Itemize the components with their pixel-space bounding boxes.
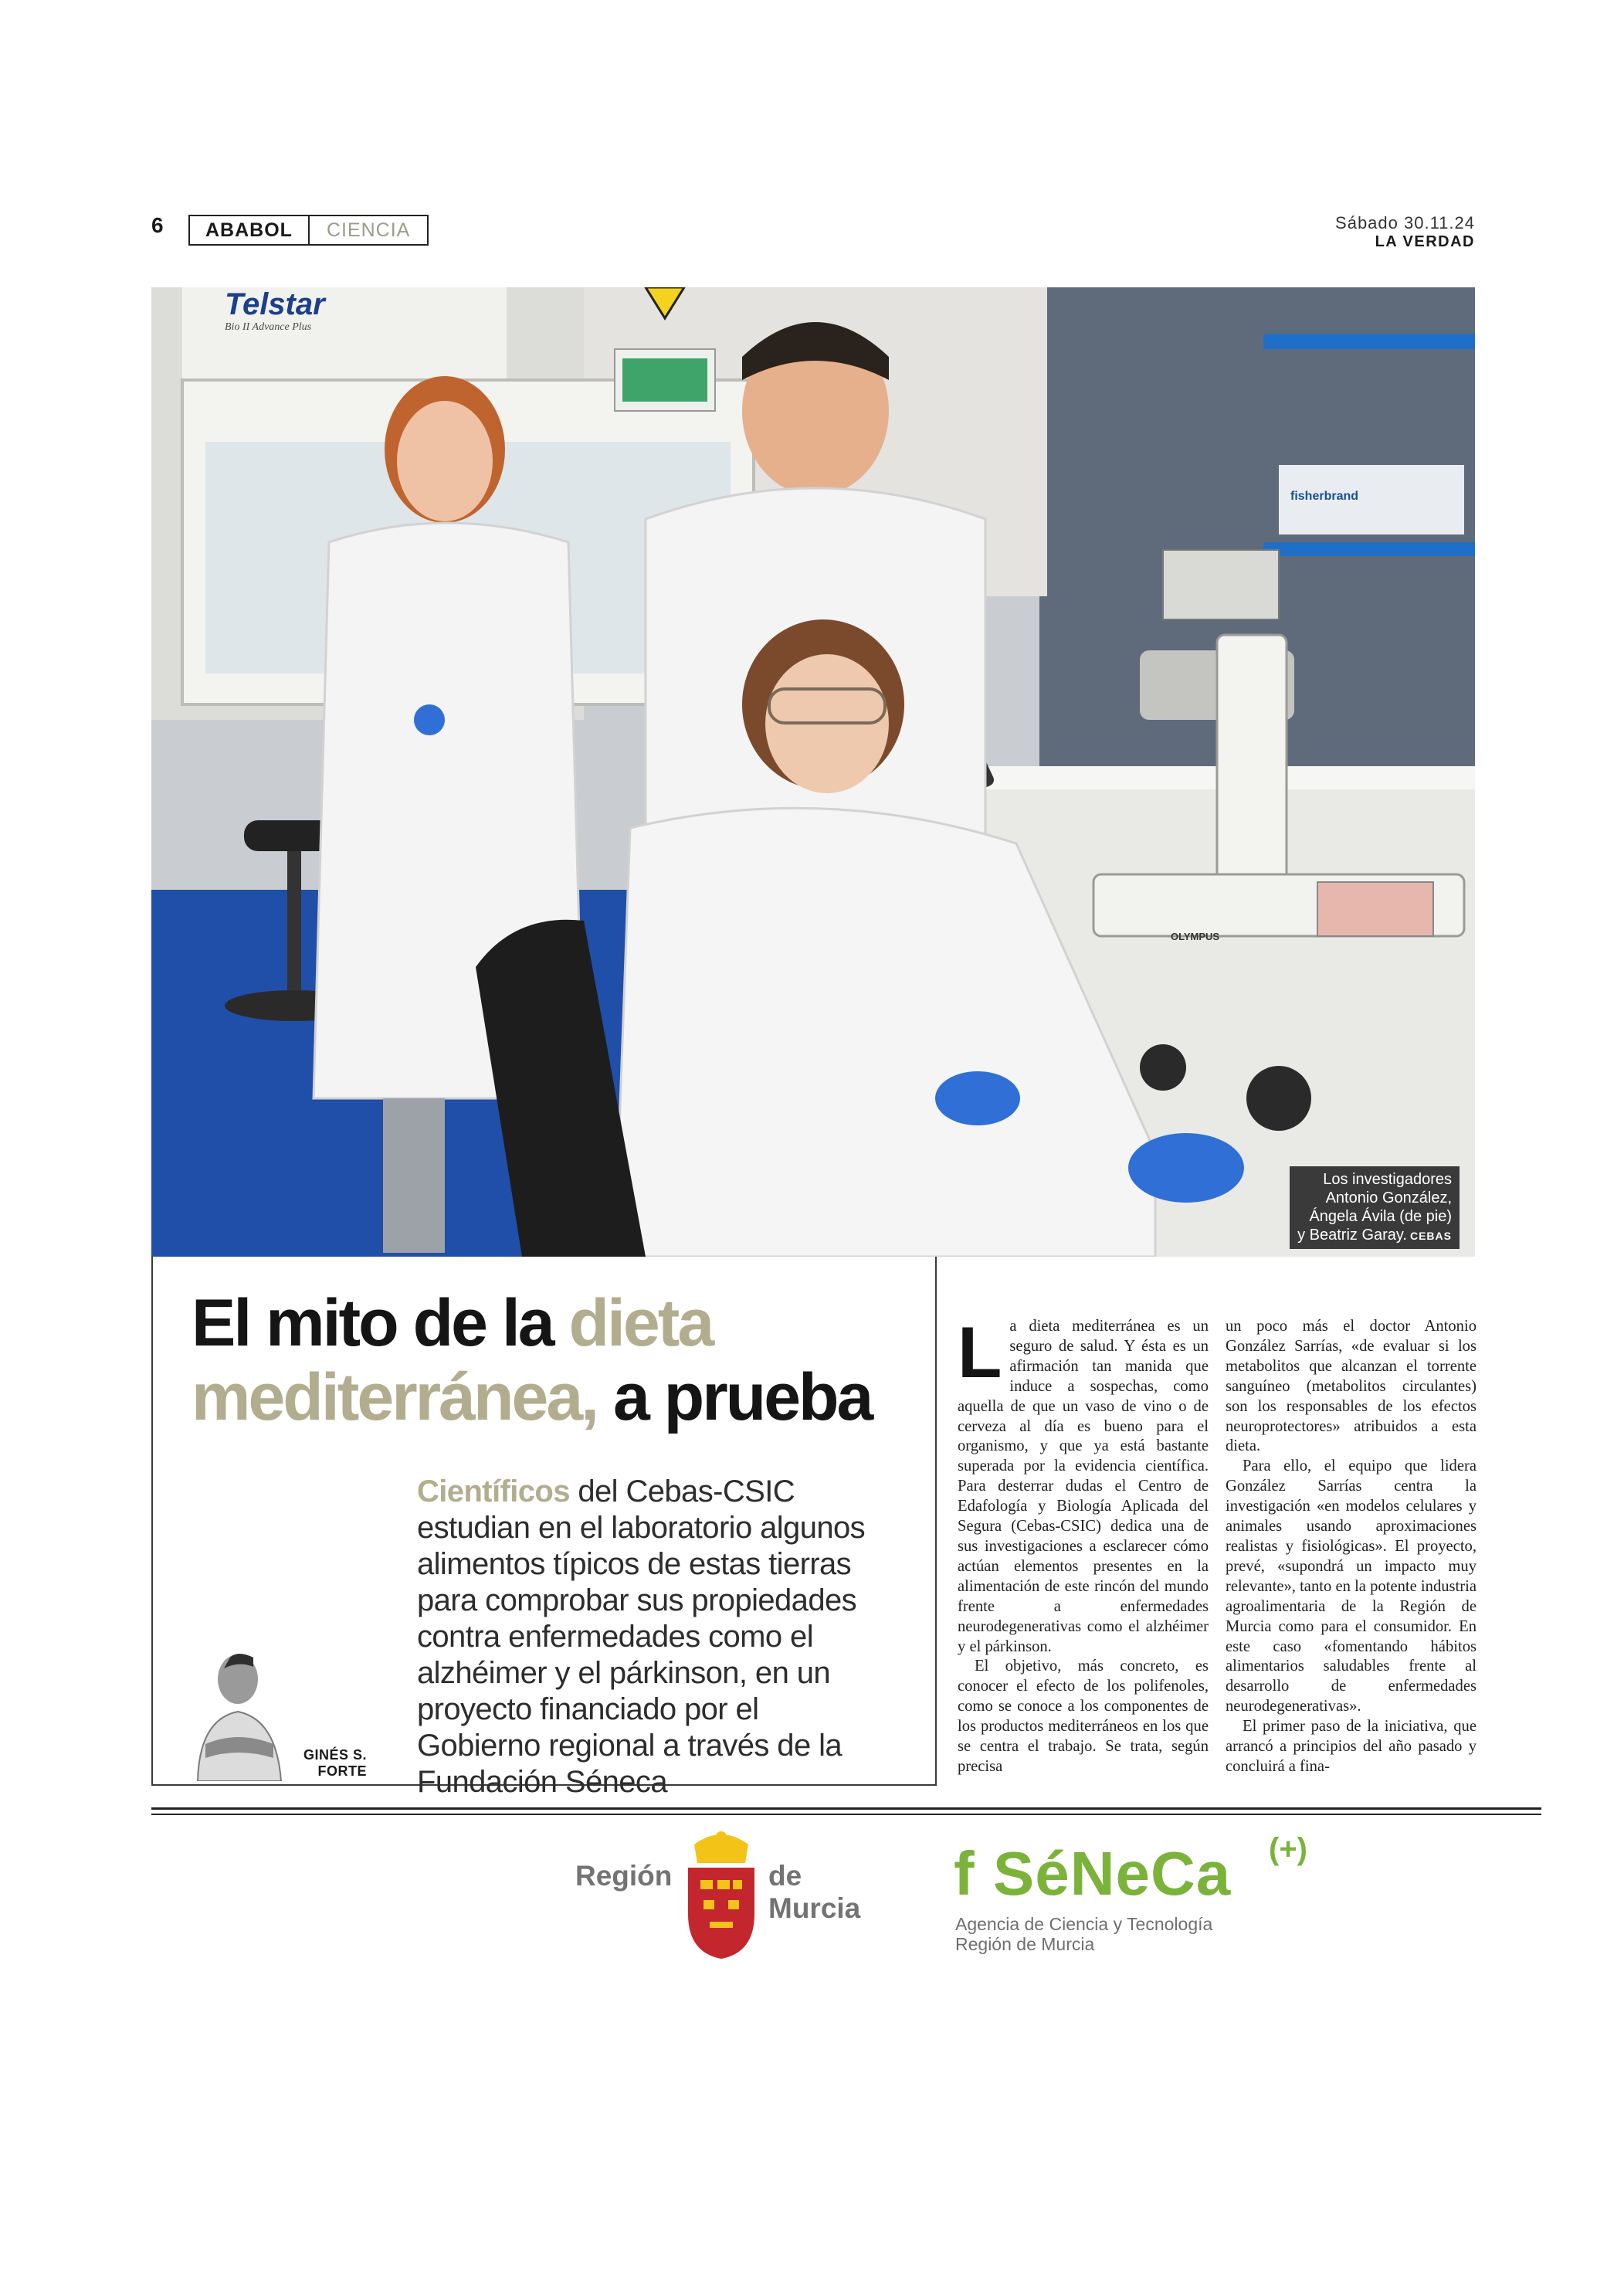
footer-rule <box>151 1807 1541 1810</box>
olympus-label: OLYMPUS <box>1171 931 1220 942</box>
paragraph: El primer paso de la iniciativa, que arrancó a principios del año pasado y concluirá a fina- <box>1226 1718 1477 1775</box>
paragraph: un poco más el doctor Antonio González Sarrías, «de evaluar si los metabolitos que alcanzan el torrente sanguíneo (metabolitos circulantes) son los responsables de los efectos neuroprotectores» atribuidos a esta dieta. <box>1226 1318 1477 1455</box>
byline-last-name: FORTE <box>317 1763 367 1779</box>
seneca-logo-tagline <box>955 1914 1212 1954</box>
byline-first-name: GINÉS S. <box>303 1747 367 1763</box>
issue-date: Sábado 30.11.24 <box>1335 213 1475 232</box>
drop-cap: L <box>958 1312 1002 1393</box>
photo-caption <box>1290 1166 1460 1249</box>
region-de-murcia-logo <box>575 1829 900 1960</box>
section-label <box>188 215 429 246</box>
newspaper-name: LA VERDAD <box>1375 233 1475 250</box>
murcia-crest-icon <box>683 1829 759 1960</box>
seneca-logo-wordmark: f SéNeCa <box>954 1839 1232 1908</box>
article-column-2 <box>1226 1317 1477 1777</box>
caption-line-text: y Beatriz Garay. <box>1297 1227 1407 1244</box>
headline-highlight: dieta mediterránea, <box>192 1286 713 1434</box>
deck-subheadline <box>417 1474 880 1800</box>
paragraph-text: a dieta mediterránea es un seguro de salud. Y ésta es un afirmación tan manida que induce a sospechas, como aquella de que un vaso de vino o de cerveza al día es bueno para el organismo, y que ya está bastante superada por la evidencia científica. Para desterrar dudas el Centro de Edafología y Biología Aplicada del Segura (Cebas-CSIC) dedica una de sus investigaciones a esclarecer cómo actúan elementos presentes en la alimentación de este rincón del mundo frente a enfermedades neurodegenerativas como el alzhéimer y el párkinson. <box>958 1318 1209 1655</box>
photo-credit: CEBAS <box>1409 1230 1452 1242</box>
page-number: 6 <box>151 213 164 237</box>
seneca-logo-plus: (+) <box>1269 1832 1307 1866</box>
region-logo-text-right: de Murcia <box>768 1860 861 1924</box>
author-photo <box>182 1645 290 1781</box>
fundacion-seneca-logo <box>954 1832 1355 1970</box>
telstar-sublabel: Bio II Advance Plus <box>225 321 312 333</box>
seneca-tagline-line: Región de Murcia <box>955 1934 1095 1954</box>
headline-text: El mito de la <box>192 1286 569 1360</box>
headline <box>192 1286 933 1434</box>
deck-text: del Cebas-CSIC estudian en el laboratorio algunos alimentos típicos de estas tierras para comprobar sus propiedades contra enfermedades como el alzhéimer y el párkinson, en un proyecto financiado por el Gobierno regional a través de la Fundación Séneca <box>417 1474 866 1799</box>
section-name: ABABOL <box>205 219 293 241</box>
headline-text-end: a prueba <box>597 1360 872 1434</box>
masthead-info <box>1335 213 1475 251</box>
telstar-label: Telstar <box>225 287 325 321</box>
lab-scene-illustration <box>151 287 1475 1257</box>
caption-line: Los investigadores <box>1323 1171 1452 1188</box>
subsection-name: CIENCIA <box>308 216 427 244</box>
seneca-tagline-line: Agencia de Ciencia y Tecnología <box>955 1914 1213 1934</box>
caption-line: Ángela Ávila (de pie) <box>1309 1208 1452 1225</box>
caption-line: Antonio González, <box>1325 1189 1452 1206</box>
byline <box>297 1747 367 1780</box>
deck-lead: Científicos <box>417 1474 570 1508</box>
caption-line <box>1297 1226 1452 1245</box>
lab-photo <box>151 287 1475 1257</box>
paragraph <box>958 1312 1209 1657</box>
footer-rule-thin <box>151 1814 1541 1815</box>
paragraph: Para ello, el equipo que lidera González Sarrías centra la investigación «en modelos celulares y animales usando aproximaciones realistas y fisiológicas». El proyecto, prevé, «supondrá un impacto muy relevante», tanto en la potente industria agroalimentaria de la Región de Murcia como para el consumidor. En este caso «fomentando hábitos alimentarios saludables frente al desarrollo de enfermedades neurodegenerativas». <box>1226 1458 1477 1715</box>
fisherbrand-label: fisherbrand <box>1290 490 1359 503</box>
paragraph: El objetivo, más concreto, es conocer el efecto de los polifenoles, como se conoce a los componentes de los productos mediterráneos en los que se centra el trabajo. Se trata, según precisa <box>958 1658 1209 1775</box>
article-column-1 <box>958 1312 1209 1777</box>
region-logo-text-left: Región <box>575 1860 673 1892</box>
